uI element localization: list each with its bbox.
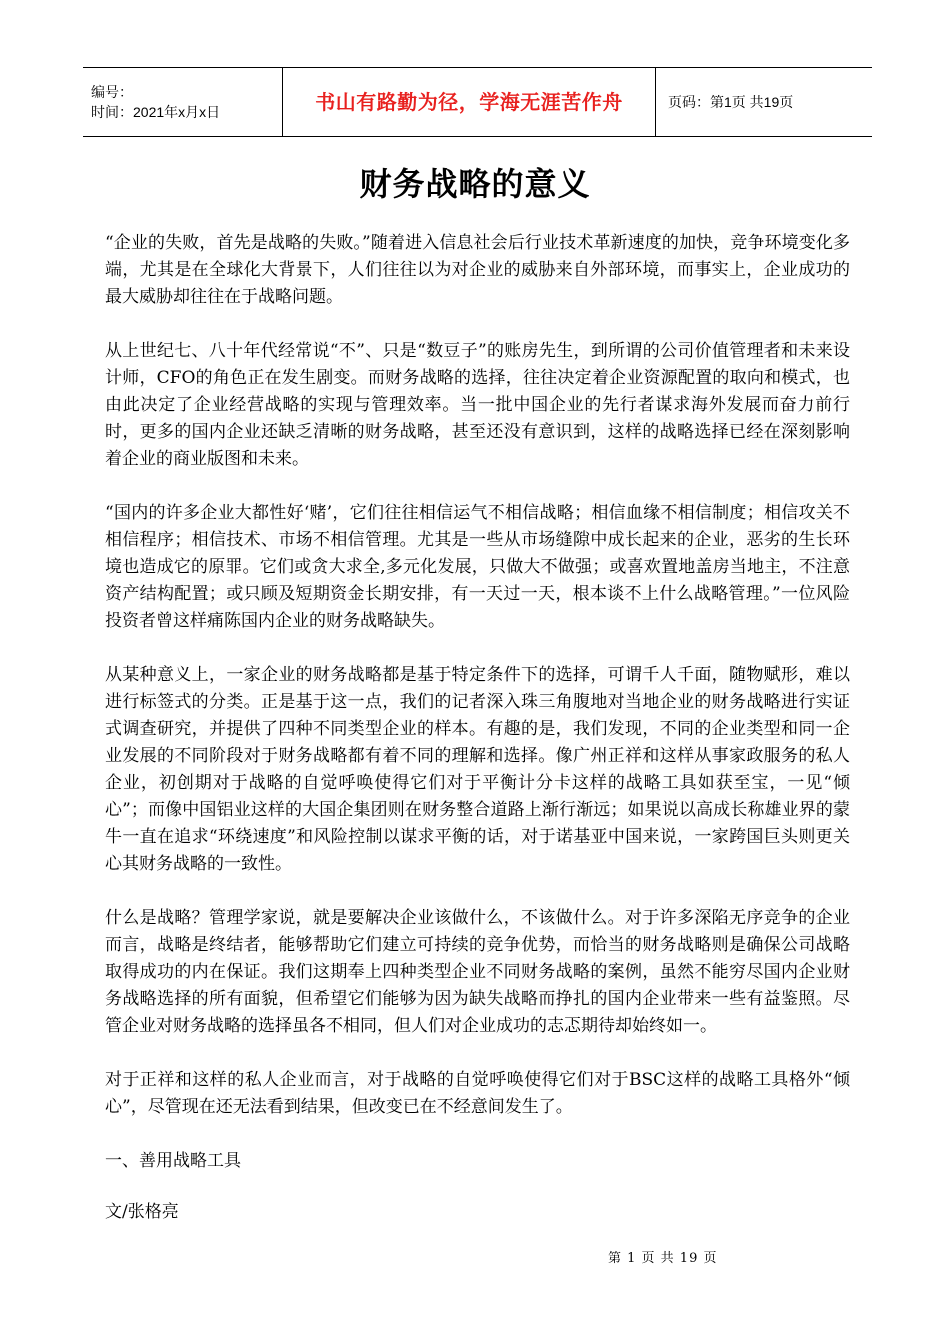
serial-label: 编号： <box>91 84 133 100</box>
paragraph: 什么是战略？管理学家说，就是要解决企业该做什么，不该做什么。对于许多深陷无序竞争的企业而言，战略是终结者，能够帮助它们建立可持续的竞争优势，而恰当的财务战略则是确保公司战略取得成功的内在保证。我们这期奉上四种类型企业不同财务战略的案例，虽然不能穷尽国内企业财务战略选择的所有面貌，但希望它们能够为因为缺失战略而挣扎的国内企业带来一些有益鉴照。尽管企业对财务战略的选择虽各不相同，但人们对企业成功的志忑期待却始终如一。 <box>105 908 850 1036</box>
paragraph: 从上世纪七、八十年代经常说“不”、只是“数豆子”的账房先生，到所谓的公司价值管理者和未来设计师，CFO的角色正在发生剧变。而财务战略的选择，往往决定着企业资源配置的取向和模式，也由此决定了企业经营战略的实现与管理效率。当一批中国企业的先行者谋求海外发展而奋力前行时，更多的国内企业还缺乏清晰的财务战略，甚至还没有意识到，这样的战略选择已经在深刻影响着企业的商业版图和未来。 <box>105 341 850 469</box>
paragraph: “企业的失败，首先是战略的失败。”随着进入信息社会后行业技术革新速度的加快，竞争环境变化多端，尤其是在全球化大背景下，人们往往以为对企业的威胁来自外部环境，而事实上，企业成功的最大威胁却往往在于战略问题。 <box>105 233 850 307</box>
header-info-cell <box>83 68 283 136</box>
paragraph: 从某种意义上，一家企业的财务战略都是基于特定条件下的选择，可谓千人千面，随物赋形，难以进行标签式的分类。正是基于这一点，我们的记者深入珠三角腹地对当地企业的财务战略进行实证式调查研究，并提供了四种不同类型企业的样本。有趣的是，我们发现，不同的企业类型和同一企业发展的不同阶段对于财务战略都有着不同的理解和选择。像广州正祥和这样从事家政服务的私人企业，初创期对于战略的自觉呼唤使得它们对于平衡计分卡这样的战略工具如获至宝，一见“倾心”；而像中国铝业这样的大国企集团则在财务整合道路上渐行渐远；如果说以高成长称雄业界的蒙牛一直在追求“环绕速度”和风险控制以谋求平衡的话，对于诺基亚中国来说，一家跨国巨头则更关心其财务战略的一致性。 <box>105 665 850 874</box>
section-heading: 一、善用战略工具 <box>105 1151 241 1171</box>
page-footer: 第 1 页 共 19 页 <box>608 1251 718 1266</box>
header-motto-cell <box>283 68 656 136</box>
page-label: 页码：第1页 共19页 <box>668 94 794 110</box>
paragraph: 对于正祥和这样的私人企业而言，对于战略的自觉呼唤使得它们对于BSC这样的战略工具格外“倾心”，尽管现在还无法看到结果，但改变已在不经意间发生了。 <box>105 1070 850 1117</box>
header-page-cell <box>656 68 872 136</box>
paragraph: “国内的许多企业大都性好‘赌’，它们往往相信运气不相信战略；相信血缘不相信制度；相信攻关不相信程序；相信技术、市场不相信管理。尤其是一些从市场缝隙中成长起来的企业，恶劣的生长环境也造成它的原罪。它们或贪大求全,多元化发展，只做大不做强；或喜欢置地盖房当地主，不注意资产结构配置；或只顾及短期资金长期安排，有一天过一天，根本谈不上什么战略管理。”一位风险投资者曾这样痛陈国内企业的财务战略缺失。 <box>105 503 850 631</box>
document-title: 财务战略的意义 <box>359 165 591 203</box>
time-label: 时间：2021年x月x日 <box>91 104 221 120</box>
author-line: 文/张格亮 <box>105 1202 179 1222</box>
header-table <box>83 67 872 137</box>
document-body <box>105 230 850 1250</box>
motto-text: 书山有路勤为径，学海无涯苦作舟 <box>315 90 623 114</box>
